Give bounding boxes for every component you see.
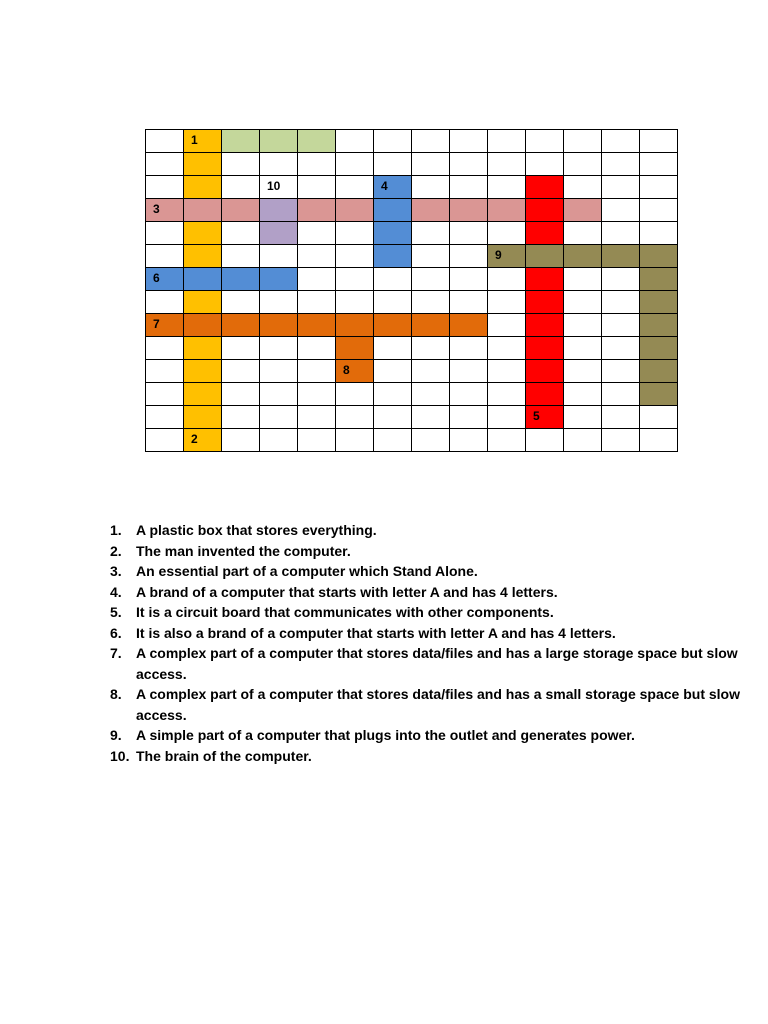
grid-cell[interactable] [640,291,678,314]
clue-item-text: An essential part of a computer which Stand Alone. [136,563,478,579]
grid-cell[interactable] [450,429,488,452]
grid-cell[interactable] [184,314,222,337]
grid-cell[interactable] [488,406,526,429]
grid-cell[interactable] [488,199,526,222]
clue-number: 6 [153,271,160,285]
grid-cell[interactable] [640,176,678,199]
grid-cell[interactable] [450,337,488,360]
grid-cell[interactable] [146,291,184,314]
grid-cell[interactable] [374,383,412,406]
clue-item [110,582,750,603]
grid-cell[interactable] [526,176,564,199]
clue-number: 4 [381,179,388,193]
grid-cell[interactable] [412,383,450,406]
clue-item-number: 10. [110,747,130,764]
clue-item [110,623,750,644]
grid-cell[interactable] [564,383,602,406]
grid-cell[interactable] [222,314,260,337]
grid-cell[interactable] [374,153,412,176]
grid-cell[interactable] [184,130,222,153]
grid-cell[interactable] [298,199,336,222]
grid-cell[interactable] [374,268,412,291]
grid-cell[interactable] [564,130,602,153]
grid-cell[interactable] [184,291,222,314]
grid-cell[interactable] [450,199,488,222]
grid-cell[interactable] [260,176,298,199]
grid-cell[interactable] [336,268,374,291]
grid-cell[interactable] [298,153,336,176]
grid-cell[interactable] [640,268,678,291]
grid-cell[interactable] [222,360,260,383]
grid-cell[interactable] [526,406,564,429]
grid-cell[interactable] [412,360,450,383]
grid-row [146,314,678,337]
grid-cell[interactable] [260,337,298,360]
grid-cell[interactable] [602,406,640,429]
grid-cell[interactable] [146,337,184,360]
grid-cell[interactable] [564,245,602,268]
grid-cell[interactable] [222,245,260,268]
grid-cell[interactable] [260,153,298,176]
grid-cell[interactable] [260,268,298,291]
grid-cell[interactable] [222,406,260,429]
grid-cell[interactable] [298,176,336,199]
grid-cell[interactable] [412,245,450,268]
clue-number: 2 [191,432,198,446]
grid-row [146,130,678,153]
clue-item-number: 5. [110,604,122,620]
grid-cell[interactable] [222,337,260,360]
grid-row [146,153,678,176]
clue-item-text: A complex part of a computer that stores data/files and has a small storage space but slow access. [136,686,740,723]
grid-cell[interactable] [602,314,640,337]
grid-cell[interactable] [374,222,412,245]
grid-cell[interactable] [564,222,602,245]
grid-cell[interactable] [336,291,374,314]
grid-row [146,429,678,452]
grid-cell[interactable] [526,383,564,406]
grid-cell[interactable] [450,245,488,268]
grid-cell[interactable] [374,360,412,383]
grid-cell[interactable] [640,429,678,452]
grid-cell[interactable] [260,406,298,429]
grid-cell[interactable] [602,291,640,314]
grid-cell[interactable] [450,130,488,153]
grid-cell[interactable] [450,314,488,337]
grid-cell[interactable] [336,176,374,199]
grid-cell[interactable] [146,130,184,153]
grid-cell[interactable] [336,153,374,176]
grid-cell[interactable] [298,291,336,314]
grid-cell[interactable] [146,314,184,337]
grid-cell[interactable] [336,222,374,245]
grid-cell[interactable] [298,383,336,406]
grid-cell[interactable] [412,130,450,153]
grid-cell[interactable] [450,222,488,245]
grid-cell[interactable] [184,199,222,222]
grid-cell[interactable] [640,314,678,337]
grid-cell[interactable] [526,245,564,268]
grid-cell[interactable] [488,429,526,452]
grid-cell[interactable] [640,130,678,153]
clue-item-text: The man invented the computer. [136,542,351,559]
grid-cell[interactable] [222,429,260,452]
grid-cell[interactable] [298,360,336,383]
clue-number: 7 [153,317,160,331]
grid-cell[interactable] [222,291,260,314]
grid-cell[interactable] [488,245,526,268]
grid-cell[interactable] [184,176,222,199]
grid-cell[interactable] [298,406,336,429]
grid-cell[interactable] [450,291,488,314]
grid-cell[interactable] [146,268,184,291]
grid-cell[interactable] [412,291,450,314]
clue-item-text: A simple part of a computer that plugs into the outlet and generates power. [136,727,635,743]
clue-item-number: 1. [110,522,122,538]
clue-item-text: A plastic box that stores everything. [136,522,377,538]
grid-cell[interactable] [336,360,374,383]
grid-cell[interactable] [260,360,298,383]
clue-item-number: 3. [110,563,122,579]
grid-cell[interactable] [374,176,412,199]
grid-cell[interactable] [222,199,260,222]
grid-cell[interactable] [412,314,450,337]
grid-cell[interactable] [602,268,640,291]
clue-item-number: 2. [110,542,122,559]
grid-row [146,176,678,199]
grid-cell[interactable] [374,337,412,360]
grid-cell[interactable] [260,130,298,153]
grid-cell[interactable] [222,176,260,199]
grid-cell[interactable] [184,245,222,268]
grid-cell[interactable] [412,153,450,176]
grid-cell[interactable] [450,176,488,199]
grid-cell[interactable] [260,222,298,245]
grid-cell[interactable] [564,268,602,291]
grid-cell[interactable] [640,383,678,406]
grid-cell[interactable] [146,176,184,199]
grid-cell[interactable] [602,222,640,245]
grid-cell[interactable] [488,314,526,337]
grid-cell[interactable] [564,360,602,383]
grid-cell[interactable] [488,222,526,245]
grid-cell[interactable] [184,360,222,383]
grid-row [146,268,678,291]
clue-item [110,602,750,623]
grid-row [146,360,678,383]
clue-number: 1 [191,133,198,147]
grid-cell[interactable] [488,291,526,314]
grid-cell[interactable] [336,199,374,222]
grid-cell[interactable] [336,314,374,337]
grid-cell[interactable] [640,360,678,383]
grid-cell[interactable] [526,291,564,314]
grid-cell[interactable] [184,222,222,245]
grid-cell[interactable] [450,406,488,429]
grid-cell[interactable] [564,291,602,314]
grid-cell[interactable] [146,360,184,383]
grid-cell[interactable] [526,360,564,383]
grid-cell[interactable] [260,245,298,268]
grid-cell[interactable] [222,268,260,291]
grid-cell[interactable] [488,268,526,291]
grid-cell[interactable] [564,153,602,176]
grid-cell[interactable] [412,268,450,291]
grid-cell[interactable] [298,222,336,245]
grid-cell[interactable] [374,314,412,337]
grid-cell[interactable] [564,406,602,429]
grid-cell[interactable] [602,429,640,452]
clue-number: 10 [267,179,281,193]
grid-cell[interactable] [222,383,260,406]
clue-item [110,541,750,562]
grid-cell[interactable] [450,383,488,406]
grid-cell[interactable] [336,130,374,153]
clue-list [110,520,750,766]
grid-cell[interactable] [602,337,640,360]
grid-cell[interactable] [184,337,222,360]
grid-cell[interactable] [488,176,526,199]
grid-cell[interactable] [526,429,564,452]
grid-cell[interactable] [146,222,184,245]
clue-item [110,746,750,767]
grid-cell[interactable] [374,406,412,429]
clue-item [110,725,750,746]
grid-row [146,291,678,314]
grid-row [146,337,678,360]
grid-cell[interactable] [526,314,564,337]
grid-cell[interactable] [526,130,564,153]
crossword-grid [145,129,678,452]
grid-cell[interactable] [146,383,184,406]
grid-cell[interactable] [640,337,678,360]
grid-cell[interactable] [602,383,640,406]
clue-item-text: The brain of the computer. [136,747,312,764]
grid-cell[interactable] [374,130,412,153]
clue-item [110,684,750,725]
grid-cell[interactable] [602,176,640,199]
grid-cell[interactable] [602,199,640,222]
grid-cell[interactable] [488,337,526,360]
grid-cell[interactable] [184,153,222,176]
grid-cell[interactable] [336,337,374,360]
grid-cell[interactable] [298,130,336,153]
clue-item-number: 7. [110,645,122,661]
clue-item-number: 4. [110,583,122,600]
grid-cell[interactable] [374,199,412,222]
grid-cell[interactable] [640,222,678,245]
grid-cell[interactable] [488,153,526,176]
grid-cell[interactable] [146,245,184,268]
grid-cell[interactable] [184,429,222,452]
grid-cell[interactable] [260,199,298,222]
grid-cell[interactable] [602,153,640,176]
grid-cell[interactable] [526,268,564,291]
grid-cell[interactable] [184,383,222,406]
clue-item [110,561,750,582]
grid-cell[interactable] [564,314,602,337]
grid-cell[interactable] [146,153,184,176]
clue-item-text: It is also a brand of a computer that starts with letter A and has 4 letters. [136,624,616,641]
grid-cell[interactable] [602,360,640,383]
grid-row [146,245,678,268]
grid-cell[interactable] [564,176,602,199]
grid-cell[interactable] [298,314,336,337]
clue-item [110,520,750,541]
grid-cell[interactable] [298,245,336,268]
grid-row [146,222,678,245]
grid-cell[interactable] [488,360,526,383]
grid-cell[interactable] [602,130,640,153]
grid-row [146,383,678,406]
clue-number: 8 [343,363,350,377]
grid-row [146,406,678,429]
grid-cell[interactable] [526,153,564,176]
clue-number: 3 [153,202,160,216]
grid-cell[interactable] [146,199,184,222]
grid-cell[interactable] [488,130,526,153]
grid-cell[interactable] [450,360,488,383]
grid-cell[interactable] [260,429,298,452]
grid-cell[interactable] [564,337,602,360]
clue-number: 9 [495,248,502,262]
grid-cell[interactable] [640,199,678,222]
clue-item-number: 6. [110,624,122,641]
grid-cell[interactable] [222,222,260,245]
clue-item-text: It is a circuit board that communicates with other components. [136,604,554,620]
grid-cell[interactable] [450,268,488,291]
grid-cell[interactable] [602,245,640,268]
grid-cell[interactable] [412,337,450,360]
grid-cell[interactable] [412,199,450,222]
grid-cell[interactable] [298,337,336,360]
clue-item-text: A complex part of a computer that stores data/files and has a large storage space but slow access. [136,645,738,682]
grid-cell[interactable] [222,153,260,176]
grid-cell[interactable] [488,383,526,406]
clue-item [110,643,750,684]
grid-cell[interactable] [146,406,184,429]
grid-cell[interactable] [412,406,450,429]
grid-cell[interactable] [298,429,336,452]
grid-cell[interactable] [640,406,678,429]
grid-cell[interactable] [412,429,450,452]
grid-cell[interactable] [336,245,374,268]
grid-cell[interactable] [450,153,488,176]
grid-cell[interactable] [526,337,564,360]
grid-cell[interactable] [640,245,678,268]
grid-cell[interactable] [336,383,374,406]
grid-cell[interactable] [564,429,602,452]
grid-cell[interactable] [184,268,222,291]
grid-cell[interactable] [336,406,374,429]
grid-cell[interactable] [412,222,450,245]
clue-item-number: 8. [110,686,122,702]
grid-cell[interactable] [222,130,260,153]
clue-number: 5 [533,409,540,423]
grid-cell[interactable] [526,222,564,245]
clue-item-number: 9. [110,727,122,743]
grid-cell[interactable] [412,176,450,199]
grid-cell[interactable] [260,291,298,314]
grid-cell[interactable] [146,429,184,452]
grid-cell[interactable] [374,245,412,268]
grid-row [146,199,678,222]
grid-cell[interactable] [374,291,412,314]
grid-cell[interactable] [184,406,222,429]
grid-cell[interactable] [260,314,298,337]
grid-cell[interactable] [640,153,678,176]
grid-cell[interactable] [298,268,336,291]
grid-cell[interactable] [336,429,374,452]
grid-cell[interactable] [374,429,412,452]
grid-cell[interactable] [260,383,298,406]
clue-item-text: A brand of a computer that starts with letter A and has 4 letters. [136,583,558,600]
grid-cell[interactable] [526,199,564,222]
grid-cell[interactable] [564,199,602,222]
